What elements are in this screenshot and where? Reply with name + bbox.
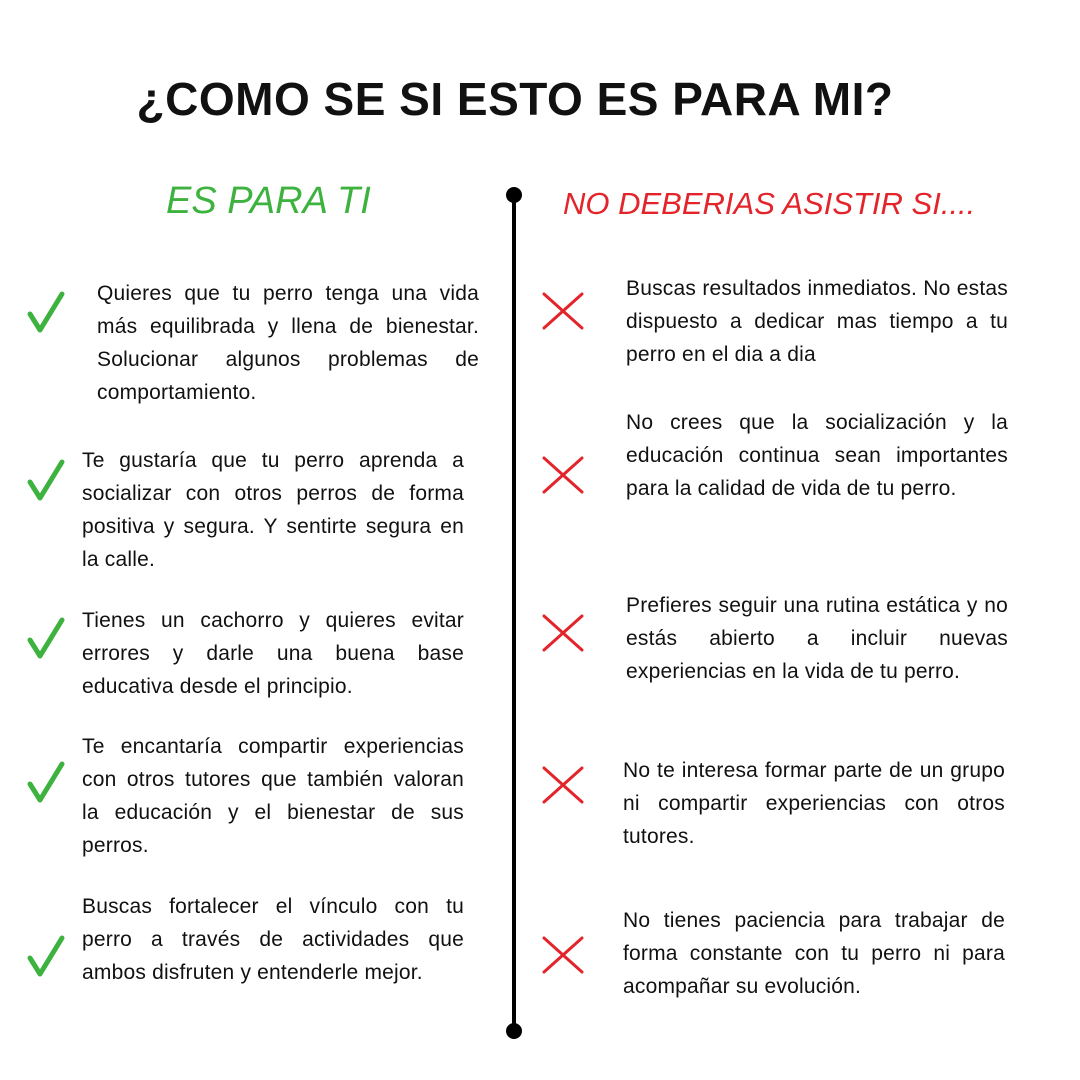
positive-item-text: Te encantaría compartir experiencias con otros tutores que también valoran la educación y el bienestar de sus perros. — [82, 735, 464, 857]
positive-item-text: Buscas fortalecer el vínculo con tu perro a través de actividades que ambos disfruten y entenderle mejor. — [82, 895, 464, 984]
check-icon — [26, 458, 66, 502]
positive-item — [82, 890, 464, 989]
center-divider — [512, 194, 516, 1032]
check-icon — [26, 616, 66, 660]
cross-icon — [542, 614, 582, 658]
cross-icon — [542, 456, 582, 500]
cross-icon — [542, 936, 582, 980]
positive-item — [82, 444, 464, 576]
positive-item-text: Te gustaría que tu perro aprenda a socializar con otros perros de forma positiva y segura. Y sentirte segura en la calle. — [82, 449, 464, 571]
cross-icon — [542, 292, 582, 336]
negative-item-text: No tienes paciencia para trabajar de forma constante con tu perro ni para acompañar su evolución. — [623, 909, 1005, 998]
negative-item — [623, 754, 1005, 853]
negative-item — [626, 589, 1008, 688]
negative-item — [623, 904, 1005, 1003]
check-icon — [26, 760, 66, 804]
positive-item — [82, 730, 464, 862]
page-title: ¿COMO SE SI ESTO ES PARA MI? — [136, 73, 894, 125]
check-icon — [26, 290, 66, 334]
negative-item-text: Prefieres seguir una rutina estática y no estás abierto a incluir nuevas experiencias en la vida de tu perro. — [626, 594, 1008, 683]
positive-item-text: Quieres que tu perro tenga una vida más equilibrada y llena de bienestar. Solucionar algunos problemas de comportamiento. — [97, 282, 479, 404]
negative-item — [626, 406, 1008, 505]
cross-icon — [542, 766, 582, 810]
divider-top-dot — [506, 187, 522, 203]
negative-item-text: No crees que la socialización y la educación continua sean importantes para la calidad de vida de tu perro. — [626, 411, 1008, 500]
positive-item — [97, 277, 479, 409]
negative-item-text: Buscas resultados inmediatos. No estas dispuesto a dedicar mas tiempo a tu perro en el dia a dia — [626, 277, 1008, 366]
negative-column-heading: NO DEBERIAS ASISTIR SI.... — [563, 186, 976, 221]
negative-item-text: No te interesa formar parte de un grupo ni compartir experiencias con otros tutores. — [623, 759, 1005, 848]
check-icon — [26, 934, 66, 978]
positive-item-text: Tienes un cachorro y quieres evitar errores y darle una buena base educativa desde el principio. — [82, 609, 464, 698]
divider-bottom-dot — [506, 1023, 522, 1039]
positive-column-heading: ES PARA TI — [166, 180, 371, 222]
positive-item — [82, 604, 464, 703]
negative-item — [626, 272, 1008, 371]
